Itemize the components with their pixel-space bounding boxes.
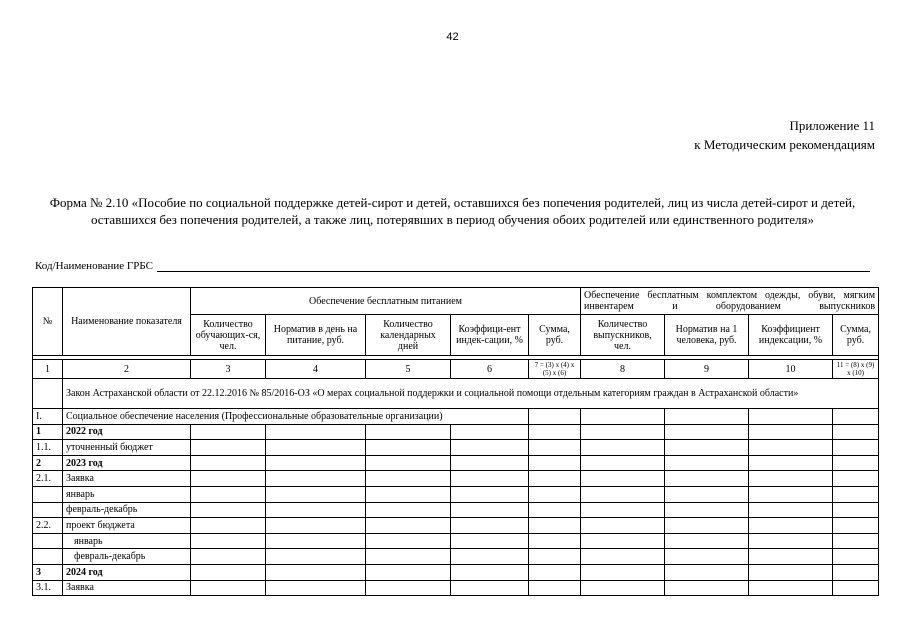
cell <box>191 455 266 471</box>
grbs-field <box>35 260 870 272</box>
cell <box>529 564 581 580</box>
cell <box>266 471 366 487</box>
cell <box>581 533 665 549</box>
cell <box>833 549 879 565</box>
row-name: январь <box>63 533 191 549</box>
row-name: 2022 год <box>63 424 191 440</box>
cell <box>581 409 665 425</box>
table-row <box>33 549 879 565</box>
header-col7: Сумма, руб. <box>529 315 581 356</box>
row-no: 1.1. <box>33 440 63 456</box>
cell <box>665 549 749 565</box>
header-col3: Количество обучающих-ся, чел. <box>191 315 266 356</box>
cell <box>833 471 879 487</box>
cell <box>529 471 581 487</box>
page-number: 42 <box>446 31 459 43</box>
cell <box>366 455 451 471</box>
column-number: 2 <box>63 360 191 379</box>
cell <box>191 518 266 534</box>
column-number: 4 <box>266 360 366 379</box>
cell <box>581 549 665 565</box>
cell <box>451 455 529 471</box>
cell <box>191 440 266 456</box>
cell <box>366 471 451 487</box>
header-row-1 <box>33 288 879 315</box>
row-name: Заявка <box>63 580 191 596</box>
cell <box>833 580 879 596</box>
appendix-line-1: Приложение 11 <box>789 118 875 133</box>
cell <box>366 518 451 534</box>
cell <box>581 455 665 471</box>
cell <box>366 424 451 440</box>
law-no-cell <box>33 379 63 409</box>
row-no <box>33 549 63 565</box>
column-number: 5 <box>366 360 451 379</box>
cell <box>366 486 451 502</box>
row-name: Социальное обеспечение населения (Профессиональные образовательные организации) <box>63 409 529 425</box>
cell <box>581 564 665 580</box>
cell <box>665 580 749 596</box>
cell <box>191 549 266 565</box>
row-name: февраль-декабрь <box>63 549 191 565</box>
cell <box>451 502 529 518</box>
table-row <box>33 502 879 518</box>
cell <box>266 486 366 502</box>
cell <box>749 424 833 440</box>
column-number: 3 <box>191 360 266 379</box>
section-row <box>33 409 879 425</box>
cell <box>749 455 833 471</box>
cell <box>833 486 879 502</box>
cell <box>665 409 749 425</box>
grbs-underline <box>157 261 870 272</box>
appendix-block <box>694 116 875 154</box>
cell <box>529 486 581 502</box>
cell <box>665 564 749 580</box>
cell <box>451 533 529 549</box>
table-row <box>33 518 879 534</box>
column-number-row <box>33 360 879 379</box>
cell <box>529 533 581 549</box>
column-number: 10 <box>749 360 833 379</box>
table-row <box>33 440 879 456</box>
table-row <box>33 424 879 440</box>
row-name: январь <box>63 486 191 502</box>
cell <box>529 409 581 425</box>
cell <box>266 518 366 534</box>
cell <box>366 580 451 596</box>
column-number: 8 <box>581 360 665 379</box>
column-formula: 11 = (8) x (9) x (10) <box>833 360 879 379</box>
table-row <box>33 533 879 549</box>
cell <box>451 564 529 580</box>
cell <box>529 502 581 518</box>
header-col10: Коэффициент индексации, % <box>749 315 833 356</box>
row-name: Заявка <box>63 471 191 487</box>
cell <box>833 409 879 425</box>
header-col6: Коэффици-ент индек-сации, % <box>451 315 529 356</box>
cell <box>665 502 749 518</box>
cell <box>451 580 529 596</box>
header-col5: Количество календарных дней <box>366 315 451 356</box>
row-name: 2024 год <box>63 564 191 580</box>
header-food-group: Обеспечение бесплатным питанием <box>191 288 581 315</box>
cell <box>581 471 665 487</box>
form-title: Форма № 2.10 «Пособие по социальной поддержке детей-сирот и детей, оставшихся без попечения родителей, лиц из числа детей-сирот и детей, оставшихся без попечения родителей, а также лиц, потерявших в период обучения обоих родителей или единственного родителя» <box>49 195 856 227</box>
row-no: I. <box>33 409 63 425</box>
cell <box>581 580 665 596</box>
cell <box>191 533 266 549</box>
cell <box>749 549 833 565</box>
cell <box>529 549 581 565</box>
cell <box>665 455 749 471</box>
cell <box>749 409 833 425</box>
cell <box>366 549 451 565</box>
row-no: 3 <box>33 564 63 580</box>
cell <box>749 580 833 596</box>
cell <box>833 424 879 440</box>
row-no <box>33 533 63 549</box>
header-clothing-group: Обеспечение бесплатным комплектом одежды, обуви, мягким инвентарем и оборудованием выпускников <box>581 288 879 315</box>
cell <box>451 471 529 487</box>
cell <box>529 424 581 440</box>
cell <box>833 518 879 534</box>
cell <box>833 502 879 518</box>
cell <box>266 549 366 565</box>
table-row <box>33 564 879 580</box>
cell <box>665 533 749 549</box>
header-col4: Норматив в день на питание, руб. <box>266 315 366 356</box>
form-table <box>32 287 879 596</box>
cell <box>665 440 749 456</box>
cell <box>665 518 749 534</box>
cell <box>266 580 366 596</box>
cell <box>366 564 451 580</box>
cell <box>833 440 879 456</box>
cell <box>191 502 266 518</box>
cell <box>665 486 749 502</box>
row-no: 2.1. <box>33 471 63 487</box>
column-number: 1 <box>33 360 63 379</box>
cell <box>581 424 665 440</box>
row-no: 3.1. <box>33 580 63 596</box>
cell <box>451 440 529 456</box>
table-row <box>33 471 879 487</box>
cell <box>529 518 581 534</box>
cell <box>581 440 665 456</box>
cell <box>366 440 451 456</box>
cell <box>266 502 366 518</box>
row-name: уточненный бюджет <box>63 440 191 456</box>
cell <box>451 549 529 565</box>
cell <box>529 455 581 471</box>
cell <box>266 424 366 440</box>
cell <box>266 564 366 580</box>
cell <box>191 424 266 440</box>
header-col9: Норматив на 1 человека, руб. <box>665 315 749 356</box>
table-row <box>33 455 879 471</box>
cell <box>266 455 366 471</box>
row-name: 2023 год <box>63 455 191 471</box>
header-col8: Количество выпускников, чел. <box>581 315 665 356</box>
appendix-line-2: к Методическим рекомендациям <box>694 137 875 152</box>
cell <box>266 440 366 456</box>
cell <box>266 533 366 549</box>
cell <box>749 533 833 549</box>
cell <box>191 486 266 502</box>
table-row <box>33 486 879 502</box>
cell <box>833 564 879 580</box>
cell <box>581 486 665 502</box>
cell <box>581 502 665 518</box>
table-row <box>33 580 879 596</box>
row-no <box>33 502 63 518</box>
header-col11: Сумма, руб. <box>833 315 879 356</box>
cell <box>451 424 529 440</box>
cell <box>749 440 833 456</box>
law-title: Закон Астраханской области от 22.12.2016 № 85/2016-ОЗ «О мерах социальной поддержки и социальной помощи отдельным категориям граждан в Астраханской области» <box>63 379 879 409</box>
cell <box>191 471 266 487</box>
cell <box>529 580 581 596</box>
cell <box>451 486 529 502</box>
cell <box>749 518 833 534</box>
cell <box>665 424 749 440</box>
column-formula: 7 = (3) x (4) x (5) x (6) <box>529 360 581 379</box>
cell <box>749 471 833 487</box>
column-number: 6 <box>451 360 529 379</box>
cell <box>665 471 749 487</box>
row-no: 2 <box>33 455 63 471</box>
cell <box>451 518 529 534</box>
cell <box>529 440 581 456</box>
row-no <box>33 486 63 502</box>
cell <box>833 455 879 471</box>
header-no: № <box>33 288 63 356</box>
grbs-label: Код/Наименование ГРБС <box>35 260 153 272</box>
cell <box>833 533 879 549</box>
cell <box>366 502 451 518</box>
row-name: проект бюджета <box>63 518 191 534</box>
cell <box>749 486 833 502</box>
law-row <box>33 379 879 409</box>
header-name: Наименование показателя <box>63 288 191 356</box>
row-name: февраль-декабрь <box>63 502 191 518</box>
cell <box>749 502 833 518</box>
cell <box>581 518 665 534</box>
cell <box>749 564 833 580</box>
row-no: 1 <box>33 424 63 440</box>
cell <box>191 564 266 580</box>
cell <box>366 533 451 549</box>
column-number: 9 <box>665 360 749 379</box>
cell <box>191 580 266 596</box>
row-no: 2.2. <box>33 518 63 534</box>
